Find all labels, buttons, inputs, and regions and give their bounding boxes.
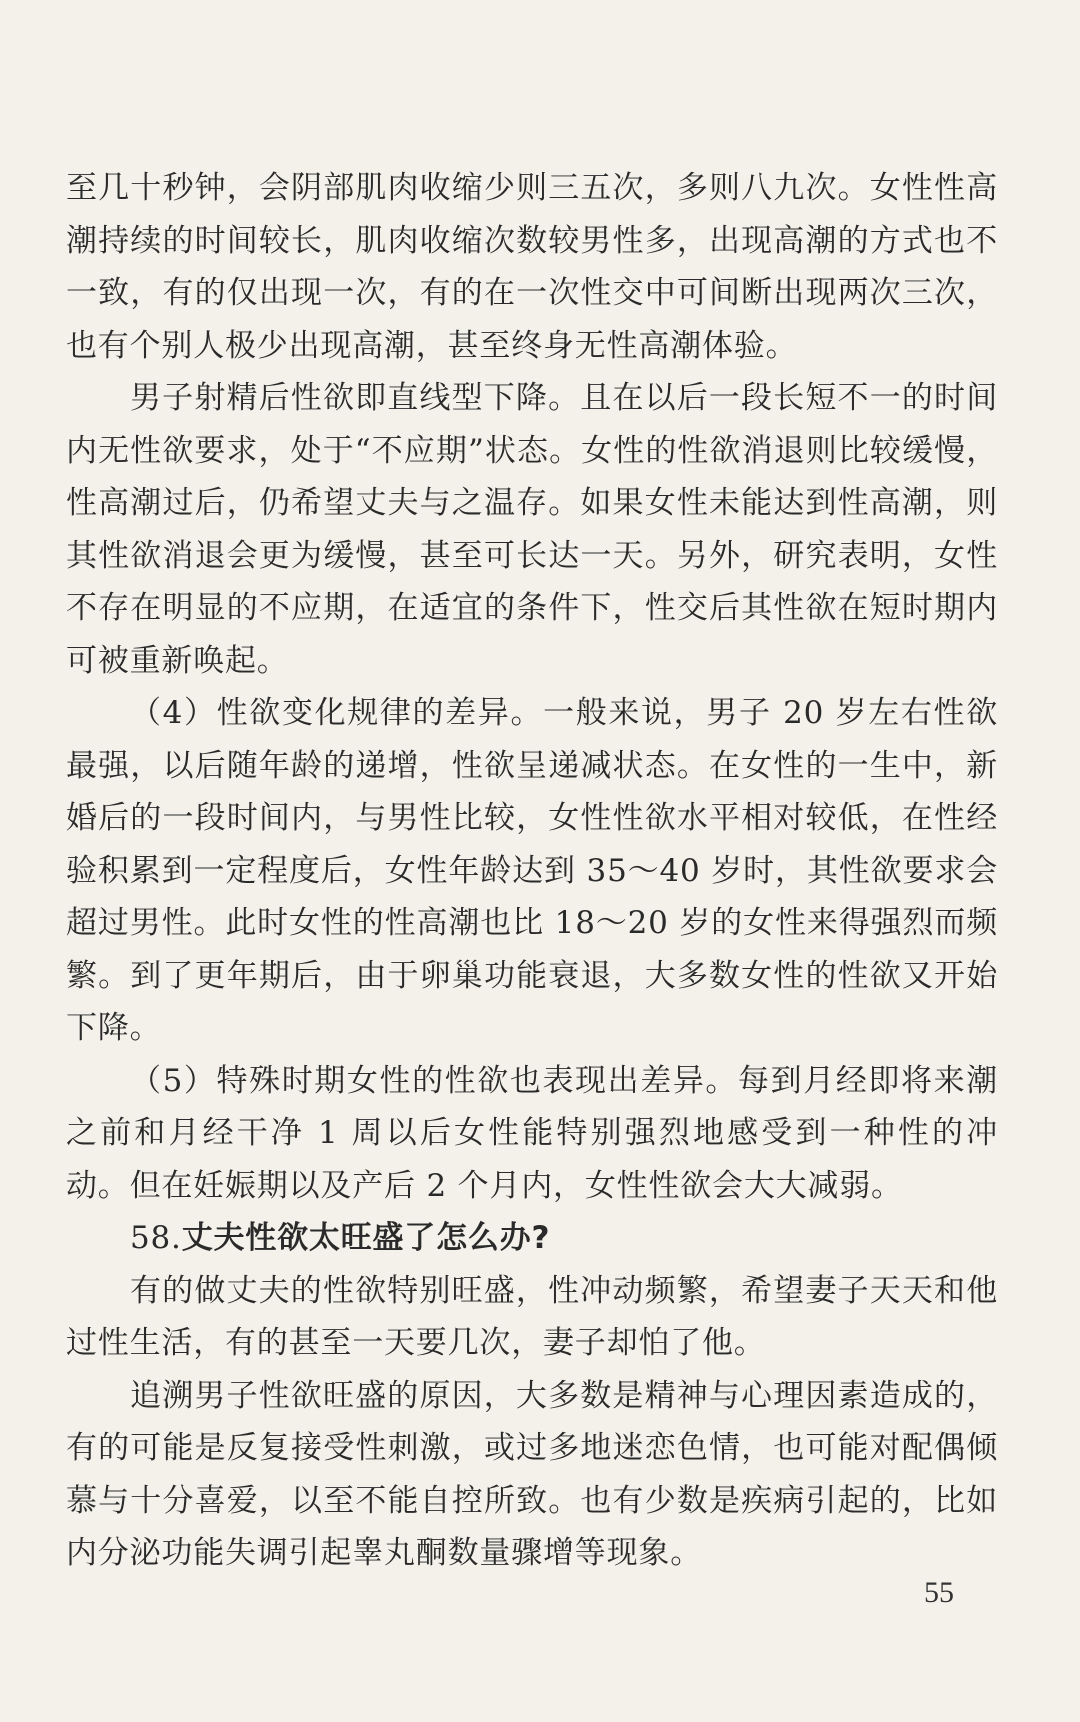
paragraph-2: 男子射精后性欲即直线型下降。且在以后一段长短不一的时间内无性欲要求，处于“不应期”状态。女性的性欲消退则比较缓慢，性高潮过后，仍希望丈夫与之温存。如果女性未能达到性高潮，则其性欲消退会更为缓慢，甚至可长达一天。另外，研究表明，女性不存在明显的不应期，在适宜的条件下，性交后其性欲在短时期内可被重新唤起。: [66, 380, 998, 679]
paragraph-6: 追溯男子性欲旺盛的原因，大多数是精神与心理因素造成的，有的可能是反复接受性刺激，或过多地迷恋色情，也可能对配偶倾慕与十分喜爱，以至不能自控所致。也有少数是疾病引起的，比如内分泌功能失调引起睾丸酮数量骤增等现象。: [66, 1377, 998, 1571]
section-heading: [66, 1212, 998, 1265]
paragraph-5: 有的做丈夫的性欲特别旺盛，性冲动频繁，希望妻子天天和他过性生活，有的甚至一天要几次，妻子却怕了他。: [66, 1272, 998, 1361]
section-title: 丈夫性欲太旺盛了怎么办?: [181, 1220, 551, 1256]
paragraph-4: （5）特殊时期女性的性欲也表现出差异。每到月经即将来潮之前和月经干净 1 周以后女性能特别强烈地感受到一种性的冲动。但在妊娠期以及产后 2 个月内，女性性欲会大大减弱。: [66, 1062, 998, 1204]
paragraph-3: （4）性欲变化规律的差异。一般来说，男子 20 岁左右性欲最强，以后随年龄的递增，性欲呈递减状态。在女性的一生中，新婚后的一段时间内，与男性比较，女性性欲水平相对较低，在性经验积累到一定程度后，女性年龄达到 35～40 岁时，其性欲要求会超过男性。此时女性的性高潮也比 18～20 岁的女性来得强烈而频繁。到了更年期后，由于卵巢功能衰退，大多数女性的性欲又开始下降。: [66, 695, 998, 1046]
page-body: [66, 162, 998, 1580]
paragraph-1: 至几十秒钟，会阴部肌肉收缩少则三五次，多则八九次。女性性高潮持续的时间较长，肌肉收缩次数较男性多，出现高潮的方式也不一致，有的仅出现一次，有的在一次性交中可间断出现两次三次，也有个别人极少出现高潮，甚至终身无性高潮体验。: [66, 170, 998, 364]
section-number: 58.: [130, 1220, 182, 1256]
page-number: 55: [924, 1576, 954, 1609]
